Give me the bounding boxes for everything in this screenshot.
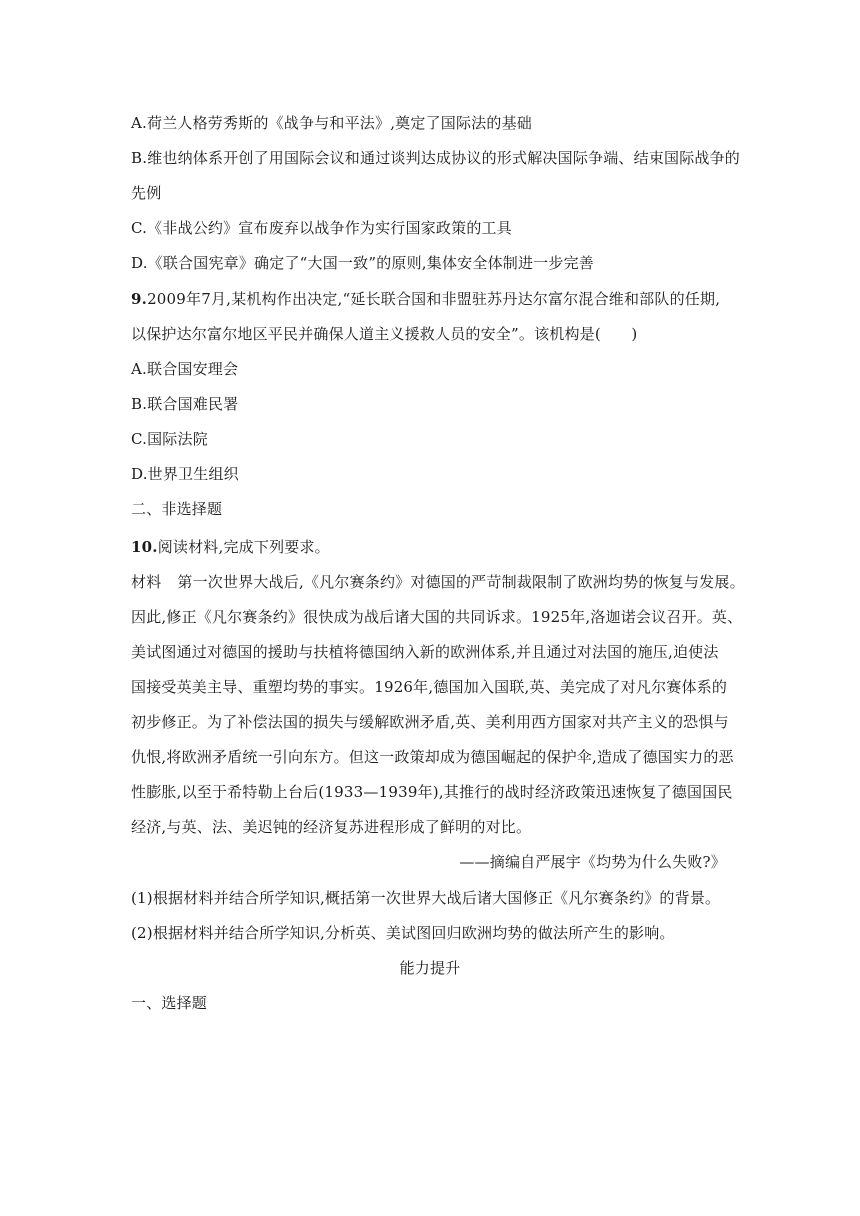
- section-non-choice-heading: 二、非选择题: [131, 500, 223, 518]
- q9-option-d: D.世界卫生组织: [131, 465, 239, 483]
- q8-option-d: D.《联合国宪章》确定了“大国一致”的原则,集体安全体制进一步完善: [131, 254, 594, 272]
- q8-option-b-line-2: 先例: [131, 184, 162, 202]
- q10-prompt: [131, 537, 330, 557]
- q9-stem-text-1: 2009年7月,某机构作出决定,“延长联合国和非盟驻苏丹达尔富尔混合维和部队的任期,: [147, 290, 721, 308]
- section-choice-heading: 一、选择题: [131, 994, 208, 1012]
- q10-number: 10.: [131, 538, 158, 556]
- q10-material-line-7: 性膨胀,以至于希特勒上台后(1933—1939年),其推行的战时经济政策迅速恢复了德国国民: [131, 783, 733, 801]
- q10-material-source: ——摘编自严展宇《均势为什么失败?》: [459, 853, 726, 871]
- q9-stem-line-2: 以保护达尔富尔地区平民并确保人道主义援救人员的安全”。该机构是( ): [131, 325, 638, 343]
- q10-material-line-1: [131, 572, 745, 592]
- q10-sub-question-1: (1)根据材料并结合所学知识,概括第一次世界大战后诸大国修正《凡尔赛条约》的背景。: [131, 889, 721, 907]
- material-label: 材料: [131, 573, 162, 591]
- q10-material-line-3: 美试图通过对德国的援助与扶植将德国纳入新的欧洲体系,并且通过对法国的施压,迫使法: [131, 643, 719, 661]
- q9-option-c: C.国际法院: [131, 430, 208, 448]
- q9-number: 9.: [131, 290, 148, 308]
- q10-material-line-2: 因此,修正《凡尔赛条约》很快成为战后诸大国的共同诉求。1925年,洛迦诺会议召开。英、: [131, 608, 743, 626]
- q8-option-a: A.荷兰人格劳秀斯的《战争与和平法》,奠定了国际法的基础: [131, 114, 532, 132]
- q8-option-b-line-1: B.维也纳体系开创了用国际会议和通过谈判达成协议的形式解决国际争端、结束国际战争的: [131, 149, 740, 167]
- q9-option-a: A.联合国安理会: [131, 360, 239, 378]
- q9-option-b: B.联合国难民署: [131, 395, 239, 413]
- q10-sub-question-2: (2)根据材料并结合所学知识,分析英、美试图回归欧洲均势的做法所产生的影响。: [131, 924, 675, 942]
- q9-stem-line-1: [131, 289, 720, 309]
- material-text-1: 第一次世界大战后,《凡尔赛条约》对德国的严苛制裁限制了欧洲均势的恢复与发展。: [177, 573, 745, 591]
- q10-material-line-8: 经济,与英、法、美迟钝的经济复苏进程形成了鲜明的对比。: [131, 818, 532, 836]
- section-title-ability: 能力提升: [399, 959, 461, 977]
- q10-prompt-text: 阅读材料,完成下列要求。: [157, 538, 330, 556]
- q8-option-c: C.《非战公约》宣布废弃以战争作为实行国家政策的工具: [131, 219, 512, 237]
- q10-material-line-6: 仇恨,将欧洲矛盾统一引向东方。但这一政策却成为德国崛起的保护伞,造成了德国实力的恶: [131, 748, 734, 766]
- q10-material-line-5: 初步修正。为了补偿法国的损失与缓解欧洲矛盾,英、美利用西方国家对共产主义的恐惧与: [131, 713, 729, 731]
- q10-material-line-4: 国接受英美主导、重塑均势的事实。1926年,德国加入国联,英、美完成了对凡尔赛体系的: [131, 678, 728, 696]
